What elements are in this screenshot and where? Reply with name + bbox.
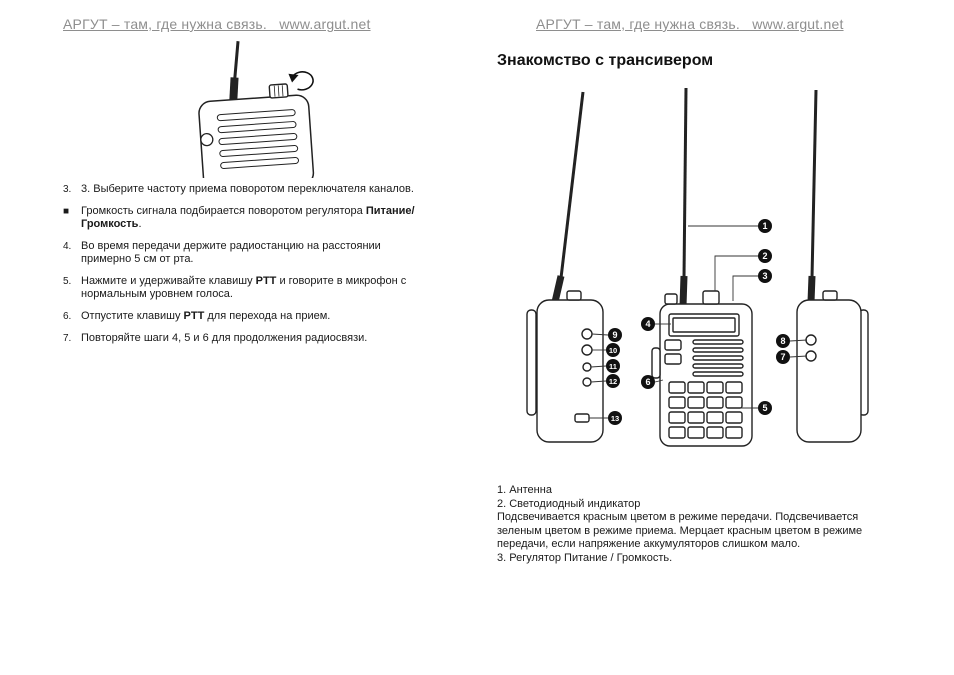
list-text xyxy=(81,275,431,301)
legend-line: 1. Антенна xyxy=(497,484,552,496)
list-marker: 6. xyxy=(63,311,72,322)
radio-body-drawing xyxy=(194,36,320,178)
list-text xyxy=(81,183,414,196)
list-item xyxy=(63,205,431,231)
list-marker: ■ xyxy=(63,206,70,217)
text-bold: PTT xyxy=(183,310,205,322)
list-item xyxy=(63,275,431,301)
list-item xyxy=(63,310,431,323)
callout-number: 6 xyxy=(645,377,651,387)
legend-line: 3. Регулятор Питание / Громкость. xyxy=(497,551,673,564)
text-segment: 3. Выберите частоту приема поворотом переключателя каналов. xyxy=(81,183,414,195)
list-item xyxy=(63,240,431,266)
text-segment: и говорите в микрофон с нормальным уровнем голоса. xyxy=(81,275,407,300)
instruction-list xyxy=(63,183,431,345)
text-bold: PTT xyxy=(255,275,277,287)
legend-line: Подсвечивается красным цветом в режиме передачи. Подсвечивается зеленым цветом в режиме приема. Мерцает красным цветом в режиме передачи, если напряжение аккумуляторов слишком мало. xyxy=(497,511,863,550)
callout-legend xyxy=(497,484,889,565)
led-indicator xyxy=(665,294,677,304)
list-text xyxy=(81,240,431,266)
list-text xyxy=(81,205,431,231)
transceiver-diagram xyxy=(495,78,895,483)
rotate-arrow-icon xyxy=(292,71,313,90)
side-knob xyxy=(200,133,213,146)
text-segment: Повторяйте шаги 4, 5 и 6 для продолжения радиосвязи. xyxy=(81,332,368,344)
callout-number: 2 xyxy=(762,251,768,261)
callout-number: 11 xyxy=(609,362,617,371)
callout-number: 13 xyxy=(610,414,620,423)
text-bold: Питание/Громкость xyxy=(81,205,415,230)
callout-number: 3 xyxy=(762,271,768,281)
section-title: Знакомство с трансивером xyxy=(497,52,714,69)
legend-line: 2. Светодиодный индикатор xyxy=(497,497,641,510)
list-item xyxy=(63,332,431,345)
power-volume-knob xyxy=(703,291,719,304)
left-page-header: АРГУТ – там, где нужна связь. www.argut.net xyxy=(63,16,371,32)
list-text xyxy=(81,310,330,323)
list-marker: 5. xyxy=(63,276,72,287)
text-segment: Громкость сигнала подбирается поворотом регулятора xyxy=(81,205,366,217)
list-marker: 7. xyxy=(63,333,72,344)
text-segment: . xyxy=(138,218,142,230)
callout-number: 5 xyxy=(762,403,768,413)
list-text xyxy=(81,332,367,345)
text-segment: Нажмите и удерживайте клавишу xyxy=(81,275,256,287)
list-item xyxy=(63,183,431,196)
radio-right-view xyxy=(797,291,868,442)
callout-number: 1 xyxy=(762,221,768,231)
list-marker: 3. xyxy=(63,184,72,195)
callout-number: 8 xyxy=(780,336,786,346)
ptt-button xyxy=(652,348,660,378)
radio-left-view xyxy=(527,291,603,442)
antennas xyxy=(555,88,816,306)
radio-top-illustration xyxy=(188,36,328,178)
list-marker: 4. xyxy=(63,241,72,252)
callout-number: 12 xyxy=(608,377,618,386)
text-segment: Отпустите клавишу xyxy=(81,310,184,322)
text-segment: Во время передачи держите радиостанцию на расстоянии примерно 5 см от рта. xyxy=(81,240,381,265)
radio-front-view xyxy=(652,291,752,446)
text-segment: для перехода на прием. xyxy=(204,310,331,322)
right-page-header: АРГУТ – там, где нужна связь. www.argut.net xyxy=(536,16,844,32)
callout-number: 4 xyxy=(645,319,651,329)
callout-number: 10 xyxy=(608,346,618,355)
callout-number: 9 xyxy=(612,330,618,340)
callout-number: 7 xyxy=(780,352,786,362)
